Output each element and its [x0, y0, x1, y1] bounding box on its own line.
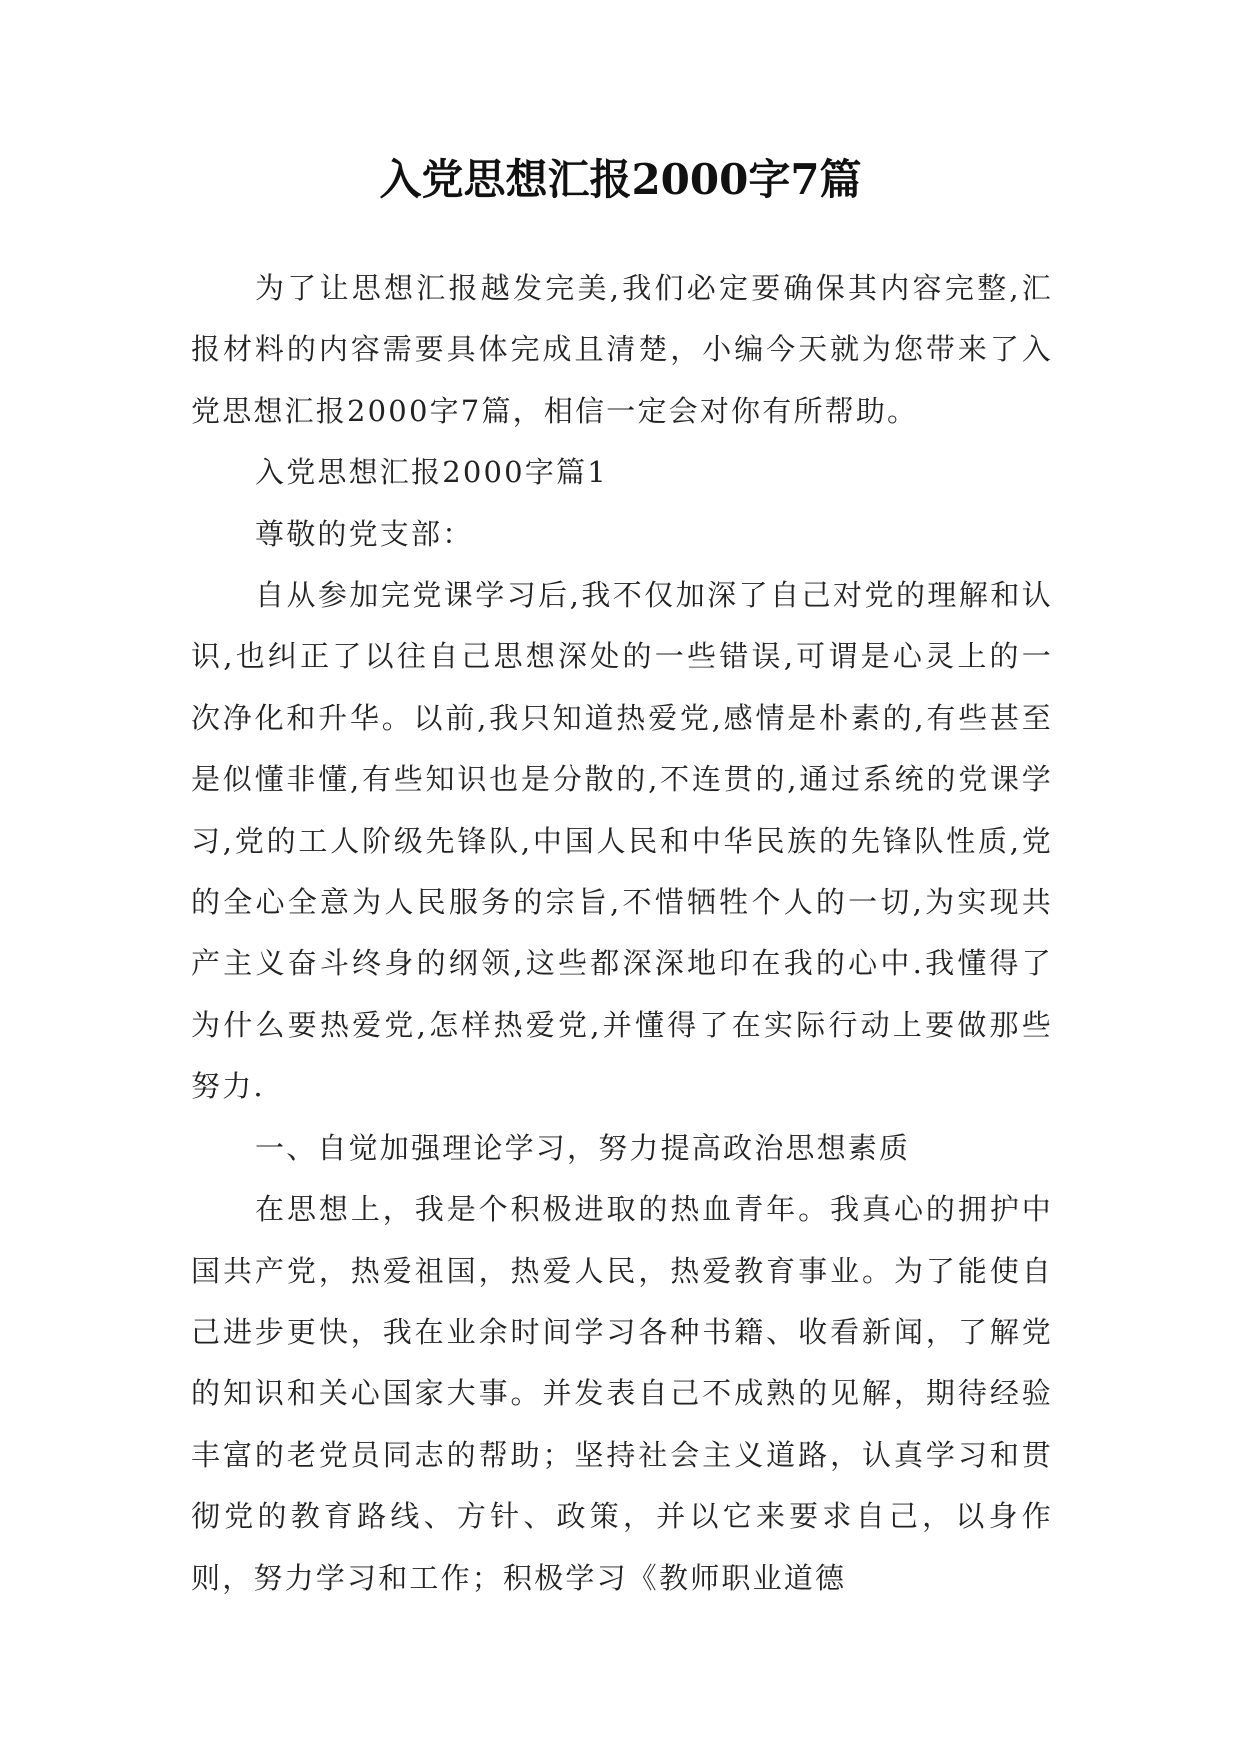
intro-paragraph: 为了让思想汇报越发完美,我们必定要确保其内容完整,汇报材料的内容需要具体完成且清楚，小编今天就为您带来了入党思想汇报2000字7篇，相信一定会对你有所帮助。: [191, 271, 1053, 428]
subsection-heading: 一、自觉加强理论学习，努力提高政治思想素质: [255, 1130, 911, 1165]
body-paragraph: 在思想上，我是个积极进取的热血青年。我真心的拥护中国共产党，热爱祖国，热爱人民，热爱教育事业。为了能使自己进步更快，我在业余时间学习各种书籍、收看新闻，了解党的知识和关心国家大事。并发表自己不成熟的见解，期待经验丰富的老党员同志的帮助；坚持社会主义道路，认真学习和贯彻党的教育路线、方针、政策，并以它来要求自己，以身作则，努力学习和工作；积极学习《教师职业道德: [191, 1192, 1053, 1595]
body-paragraph: 自从参加完党课学习后,我不仅加深了自己对党的理解和认识,也纠正了以往自己思想深处的一些错误,可谓是心灵上的一次净化和升华。以前,我只知道热爱党,感情是朴素的,有些甚至是似懂非懂,有些知识也是分散的,不连贯的,通过系统的党课学习,党的工人阶级先锋队,中国人民和中华民族的先锋队性质,党的全心全意为人民服务的宗旨,不惜牺牲个人的一切,为实现共产主义奋斗终身的纲领,这些都深深地印在我的心中.我懂得了为什么要热爱党,怎样热爱党,并懂得了在实际行动上要做那些努力.: [191, 578, 1053, 1104]
salutation: 尊敬的党支部：: [255, 516, 474, 551]
document-title: 入党思想汇报2000字7篇: [379, 155, 862, 204]
document-body: [191, 258, 1053, 1609]
section-heading: 入党思想汇报2000字篇1: [255, 455, 608, 490]
